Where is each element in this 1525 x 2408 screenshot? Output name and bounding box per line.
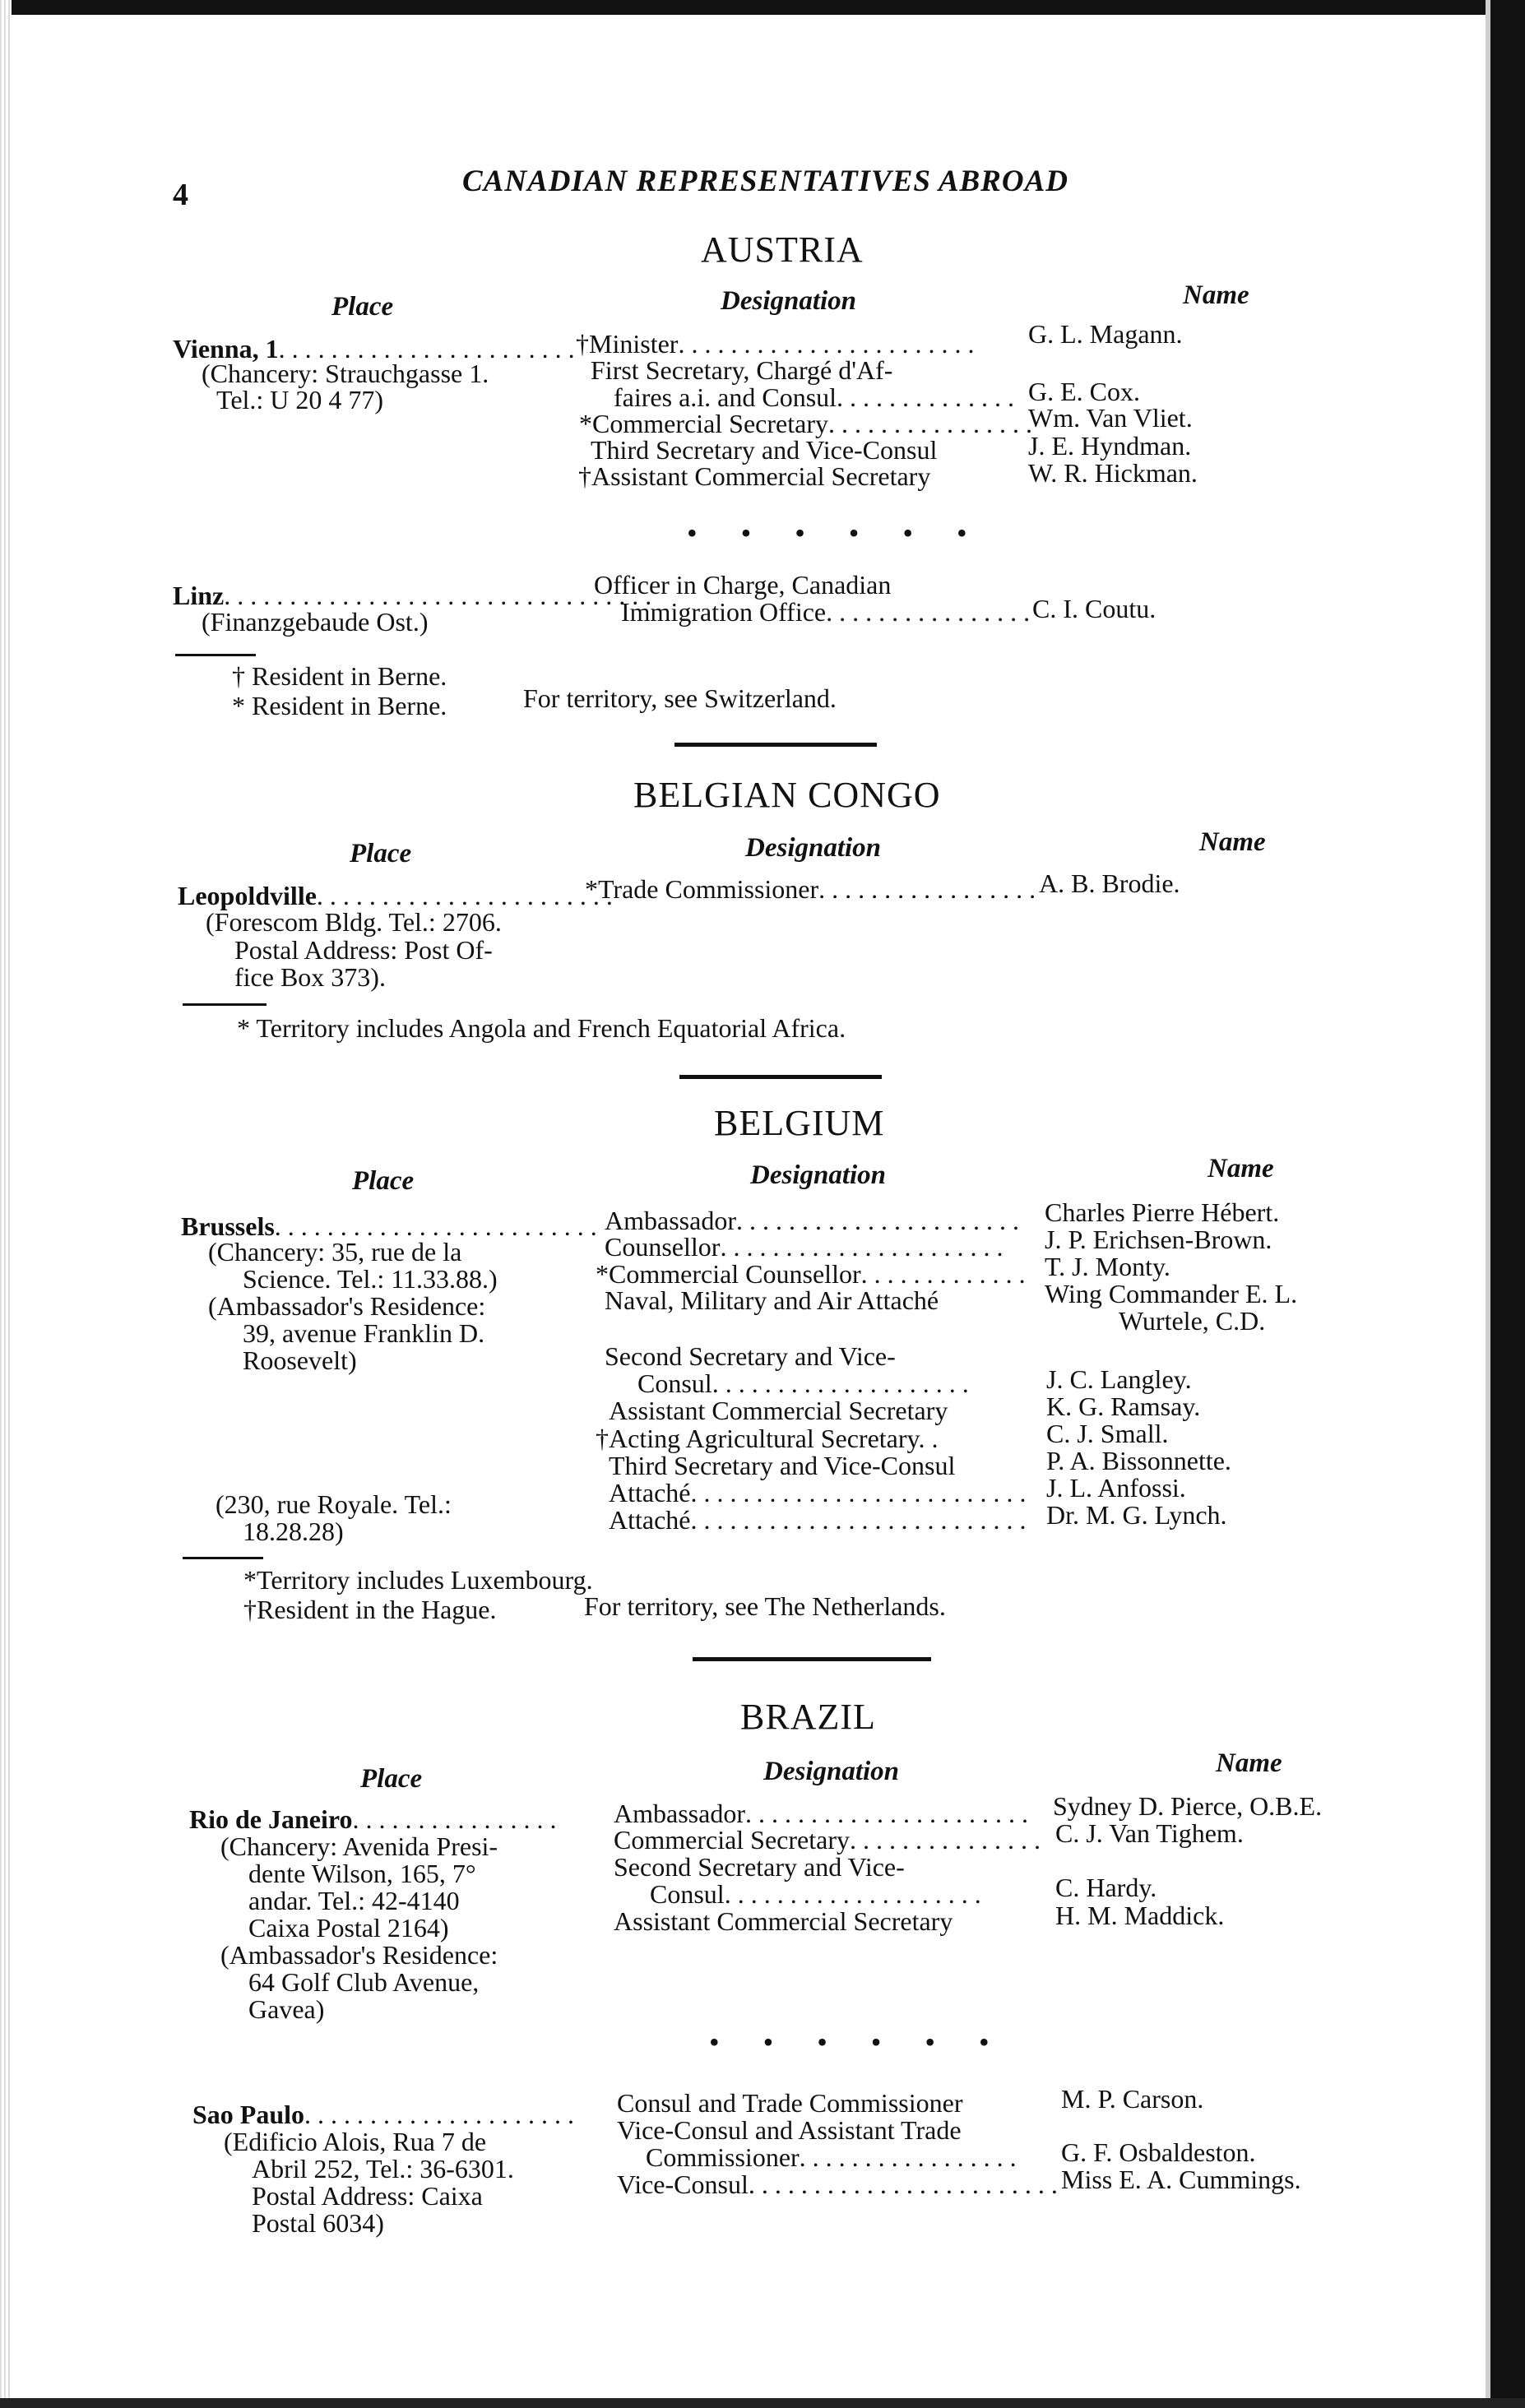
col-header-designation: Designation <box>721 286 857 316</box>
designation: *Trade Commissioner. . . . . . . . . . . . . . . . . <box>585 874 1036 904</box>
officer-name: Miss E. A. Cummings. <box>1061 2165 1301 2194</box>
officer-name: C. Hardy. <box>1055 1873 1157 1902</box>
address-line: andar. Tel.: 42-4140 <box>248 1886 460 1915</box>
place-rio-de-janeiro: Rio de Janeiro. . . . . . . . . . . . . . . . <box>189 1804 557 1834</box>
officer-name: G. E. Cox. <box>1028 377 1140 406</box>
place-linz: Linz. . . . . . . . . . . . . . . . . . . . . . . . . . . . . . . . . <box>173 581 652 610</box>
address-line: (Forescom Bldg. Tel.: 2706. <box>206 907 502 937</box>
designation: Officer in Charge, Canadian <box>594 570 892 600</box>
officer-name: J. E. Hyndman. <box>1028 431 1192 461</box>
section-separator: • • • • • • <box>709 2026 1008 2058</box>
scan-top-border <box>0 0 1525 15</box>
officer-name: J. L. Anfossi. <box>1046 1473 1186 1503</box>
officer-name: G. L. Magann. <box>1028 319 1183 349</box>
footnote: For territory, see The Netherlands. <box>584 1591 946 1621</box>
scan-left-edge <box>0 0 12 2408</box>
address-line: dente Wilson, 165, 7° <box>248 1859 476 1888</box>
officer-name: M. P. Carson. <box>1061 2084 1204 2114</box>
designation: faires a.i. and Consul. . . . . . . . . . . . . . <box>614 382 1015 412</box>
section-divider <box>679 1075 882 1079</box>
address-line: Postal Address: Caixa <box>252 2181 483 2211</box>
address-line: (Chancery: 35, rue de la <box>208 1237 462 1267</box>
designation: Attaché. . . . . . . . . . . . . . . . . . . . . . . . . . <box>609 1478 1027 1507</box>
footnote: * Territory includes Angola and French Equatorial Africa. <box>237 1013 846 1043</box>
scan-bottom-border <box>0 2398 1525 2408</box>
footnote: * Resident in Berne. <box>232 691 447 720</box>
address-line: 18.28.28) <box>243 1517 344 1546</box>
designation: Immigration Office. . . . . . . . . . . . . . . . <box>621 597 1031 627</box>
designation: Commissioner. . . . . . . . . . . . . . . . . <box>646 2142 1017 2172</box>
designation: †Acting Agricultural Secretary. . <box>596 1424 939 1453</box>
address-line: Gavea) <box>248 1994 325 2024</box>
officer-name: H. M. Maddick. <box>1055 1901 1225 1930</box>
address-line: 39, avenue Franklin D. <box>243 1318 485 1348</box>
designation: Vice-Consul. . . . . . . . . . . . . . . . . . . . . . . . <box>617 2170 1058 2199</box>
designation: Ambassador. . . . . . . . . . . . . . . . . . . . . . <box>614 1799 1028 1828</box>
address-line: 64 Golf Club Avenue, <box>248 1967 480 1997</box>
col-header-designation: Designation <box>763 1757 900 1786</box>
section-title-brazil: BRAZIL <box>740 1697 876 1737</box>
col-header-place: Place <box>331 292 394 322</box>
footnote-rule <box>175 654 256 656</box>
footnote-rule <box>183 1003 267 1006</box>
designation: Assistant Commercial Secretary <box>614 1906 953 1936</box>
address-line: fice Box 373). <box>234 962 386 992</box>
officer-name: J. P. Erichsen-Brown. <box>1045 1225 1272 1254</box>
col-header-name: Name <box>1183 280 1249 310</box>
officer-name: W. R. Hickman. <box>1028 458 1198 488</box>
footnote: *Territory includes Luxembourg. <box>243 1565 593 1595</box>
designation: Counsellor. . . . . . . . . . . . . . . . . . . . . . <box>605 1232 1004 1262</box>
officer-name: Wm. Van Vliet. <box>1028 403 1193 433</box>
section-title-belgian-congo: BELGIAN CONGO <box>633 775 941 815</box>
section-divider <box>674 743 877 747</box>
designation: Consul. . . . . . . . . . . . . . . . . . . . <box>650 1879 981 1909</box>
address-line: Caixa Postal 2164) <box>248 1913 449 1943</box>
designation: †Minister. . . . . . . . . . . . . . . . . . . . . . . <box>576 329 975 359</box>
designation: Naval, Military and Air Attaché <box>605 1285 939 1315</box>
place-leopoldville: Leopoldville. . . . . . . . . . . . . . . . . . . . . . . <box>178 881 613 910</box>
officer-name: J. C. Langley. <box>1046 1364 1192 1394</box>
designation: Consul and Trade Commissioner <box>617 2088 963 2118</box>
designation: Third Secretary and Vice-Consul <box>591 435 938 465</box>
footnote-rule <box>183 1557 263 1559</box>
designation: †Assistant Commercial Secretary <box>578 461 931 491</box>
address-line: (Ambassador's Residence: <box>208 1291 486 1321</box>
col-header-place: Place <box>352 1166 415 1196</box>
officer-name: P. A. Bissonnette. <box>1046 1446 1231 1475</box>
officer-name: Dr. M. G. Lynch. <box>1046 1500 1227 1530</box>
designation: Attaché. . . . . . . . . . . . . . . . . . . . . . . . . . <box>609 1505 1027 1535</box>
col-header-place: Place <box>350 839 412 868</box>
officer-name: K. G. Ramsay. <box>1046 1392 1201 1421</box>
officer-name: Sydney D. Pierce, O.B.E. <box>1053 1791 1323 1821</box>
col-header-place: Place <box>360 1764 423 1794</box>
footnote: †Resident in the Hague. <box>243 1595 497 1624</box>
designation: First Secretary, Chargé d'Af- <box>591 355 893 385</box>
section-separator: • • • • • • <box>687 516 985 549</box>
officer-name: C. J. Small. <box>1046 1419 1169 1448</box>
address-line: (230, rue Royale. Tel.: <box>216 1489 452 1519</box>
designation: Vice-Consul and Assistant Trade <box>617 2115 962 2145</box>
address-line: Postal 6034) <box>252 2208 384 2238</box>
place-vienna: Vienna, 1. . . . . . . . . . . . . . . . . . . . . . . <box>173 334 575 364</box>
section-title-belgium: BELGIUM <box>714 1103 885 1143</box>
designation: Second Secretary and Vice- <box>605 1341 896 1371</box>
officer-name: A. B. Brodie. <box>1039 868 1180 898</box>
officer-name: T. J. Monty. <box>1045 1252 1170 1281</box>
section-title-austria: AUSTRIA <box>701 229 864 270</box>
officer-name: C. J. Van Tighem. <box>1055 1818 1244 1848</box>
col-header-name: Name <box>1207 1154 1274 1183</box>
scan-right-border <box>1490 0 1525 2408</box>
col-header-designation: Designation <box>745 833 882 863</box>
designation: *Commercial Secretary. . . . . . . . . . . . . . . . <box>579 409 1032 438</box>
col-header-name: Name <box>1216 1748 1282 1778</box>
designation: Third Secretary and Vice-Consul <box>609 1451 956 1480</box>
address-line: (Edificio Alois, Rua 7 de <box>224 2127 487 2156</box>
page-number: 4 <box>173 178 188 212</box>
officer-name: G. F. Osbaldeston. <box>1061 2137 1256 2167</box>
officer-name: Wing Commander E. L. <box>1045 1279 1298 1308</box>
address-line: (Ambassador's Residence: <box>220 1940 498 1970</box>
address-line: (Chancery: Avenida Presi- <box>220 1831 498 1861</box>
place-brussels: Brussels. . . . . . . . . . . . . . . . . . . . . . . . . <box>181 1211 597 1241</box>
address-line: Abril 252, Tel.: 36-6301. <box>252 2154 514 2183</box>
designation: Assistant Commercial Secretary <box>609 1396 948 1425</box>
col-header-designation: Designation <box>750 1160 887 1190</box>
place-sao-paulo: Sao Paulo. . . . . . . . . . . . . . . . . . . . . <box>192 2100 575 2129</box>
address-line: (Finanzgebaude Ost.) <box>202 607 429 637</box>
address-line: Roosevelt) <box>243 1345 357 1375</box>
running-header: CANADIAN REPRESENTATIVES ABROAD <box>462 164 1068 198</box>
section-divider <box>693 1657 931 1661</box>
officer-name: C. I. Coutu. <box>1032 594 1156 623</box>
address-line: Science. Tel.: 11.33.88.) <box>243 1264 498 1294</box>
footnote: For territory, see Switzerland. <box>523 683 837 713</box>
designation: *Commercial Counsellor. . . . . . . . . . . . . <box>596 1259 1026 1289</box>
address-line: Postal Address: Post Of- <box>234 935 493 965</box>
address-line: (Chancery: Strauchgasse 1. <box>202 359 489 388</box>
footnote: † Resident in Berne. <box>232 661 447 691</box>
designation: Commercial Secretary. . . . . . . . . . . . . . . <box>614 1825 1041 1855</box>
officer-name: Wurtele, C.D. <box>1119 1306 1266 1336</box>
officer-name: Charles Pierre Hébert. <box>1045 1197 1280 1227</box>
col-header-name: Name <box>1199 827 1266 857</box>
designation: Second Secretary and Vice- <box>614 1852 905 1882</box>
designation: Ambassador. . . . . . . . . . . . . . . . . . . . . . <box>605 1206 1019 1235</box>
address-line: Tel.: U 20 4 77) <box>216 385 384 414</box>
designation: Consul. . . . . . . . . . . . . . . . . . . . <box>637 1368 969 1398</box>
